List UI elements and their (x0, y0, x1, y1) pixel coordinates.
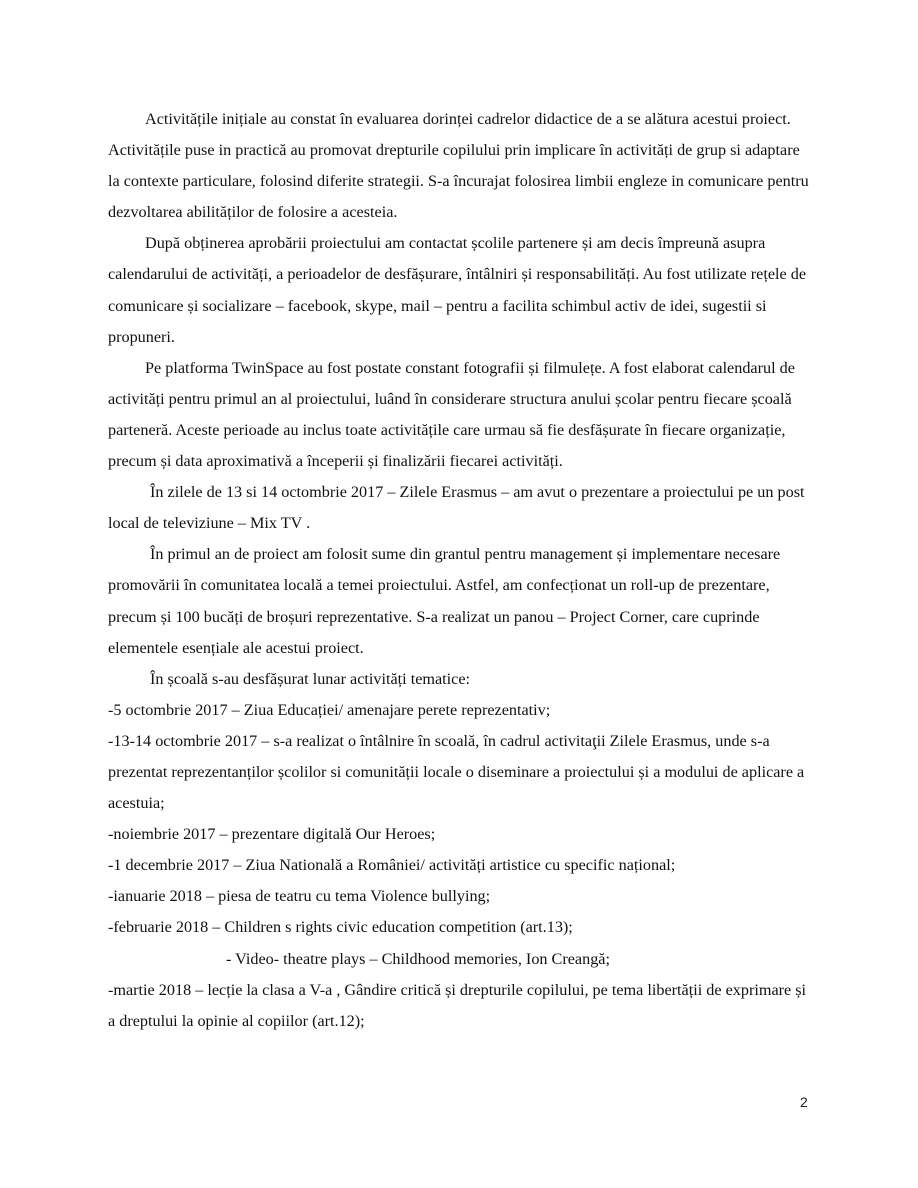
activity-subitem: - Video- theatre plays – Childhood memories, Ion Creangă; (226, 949, 610, 968)
paragraph-initial-activities: Activitățile inițiale au constat în evaluarea dorinței cadrelor didactice de a se alătura acestui proiect. Activitățile puse in practică au promovat drepturile copilului prin implicare în activități de grup si adaptare la contexte particulare, folosind diferite strategii. S-a încurajat folosirea limbii engleze in comunicare pentru dezvoltarea abilităților de folosire a acesteia. (108, 110, 809, 222)
paragraph-erasmus-days: În zilele de 13 si 14 octombrie 2017 – Zilele Erasmus – am avut o prezentare a proiectului pe un post local de televiziune – Mix TV . (108, 483, 805, 533)
paragraph-first-year-grant: În primul an de proiect am folosit sume din grantul pentru management și implementare necesare promovării în comunitatea locală a temei proiectului. Astfel, am confecționat un roll-up de prezentare, precum și 100 bucăți de broșuri reprezentative. S-a realizat un panou – Project Corner, care cuprinde elementele esențiale ale acestui proiect. (108, 545, 781, 657)
paragraph-monthly-activities-intro: În școală s-au desfășurat lunar activități tematice: (150, 669, 471, 688)
activity-item: -noiembrie 2017 – prezentare digitală Our Heroes; (108, 825, 436, 844)
activity-item: -martie 2018 – lecție la clasa a V-a , Gândire critică și drepturile copilului, pe tema libertății de exprimare și a dreptului la opinie al copiilor (art.12); (108, 980, 807, 1030)
activity-item: -februarie 2018 – Children s rights civic education competition (art.13); (108, 918, 573, 937)
activity-item: -1 decembrie 2017 – Ziua Natională a României/ activități artistice cu specific național; (108, 856, 676, 875)
paragraph-twinspace: Pe platforma TwinSpace au fost postate constant fotografii și filmulețe. A fost elaborat calendarul de activități pentru primul an al proiectului, luând în considerare structura anului școlar pentru fiecare școală parteneră. Aceste perioade au inclus toate activitățile care urmau să fie desfășurate în fiecare organizație, precum și data aproximativă a începerii și finalizării fiecarei activități. (108, 358, 795, 471)
activity-item: -5 octombrie 2017 – Ziua Educației/ amenajare perete reprezentativ; (108, 700, 551, 719)
activity-item: -13-14 octombrie 2017 – s-a realizat o întâlnire în scoală, în cadrul activitaţii Zilele Erasmus, unde s-a prezentat reprezentanților școlilor si comunității locale o diseminare a proiectului și a modului de aplicare a acestuia; (108, 731, 805, 813)
paragraph-approval: După obținerea aprobării proiectului am contactat școlile partenere și am decis împreună asupra calendarului de activități, a perioadelor de desfășurare, întâlniri și responsabilități. Au fost utilizate rețele de comunicare și socializare – facebook, skype, mail – pentru a facilita schimbul activ de idei, sugestii si propuneri. (108, 234, 807, 346)
page-number: 2 (800, 1094, 808, 1110)
document-body (108, 104, 812, 1037)
activity-item: -ianuarie 2018 – piesa de teatru cu tema Violence bullying; (108, 887, 491, 906)
